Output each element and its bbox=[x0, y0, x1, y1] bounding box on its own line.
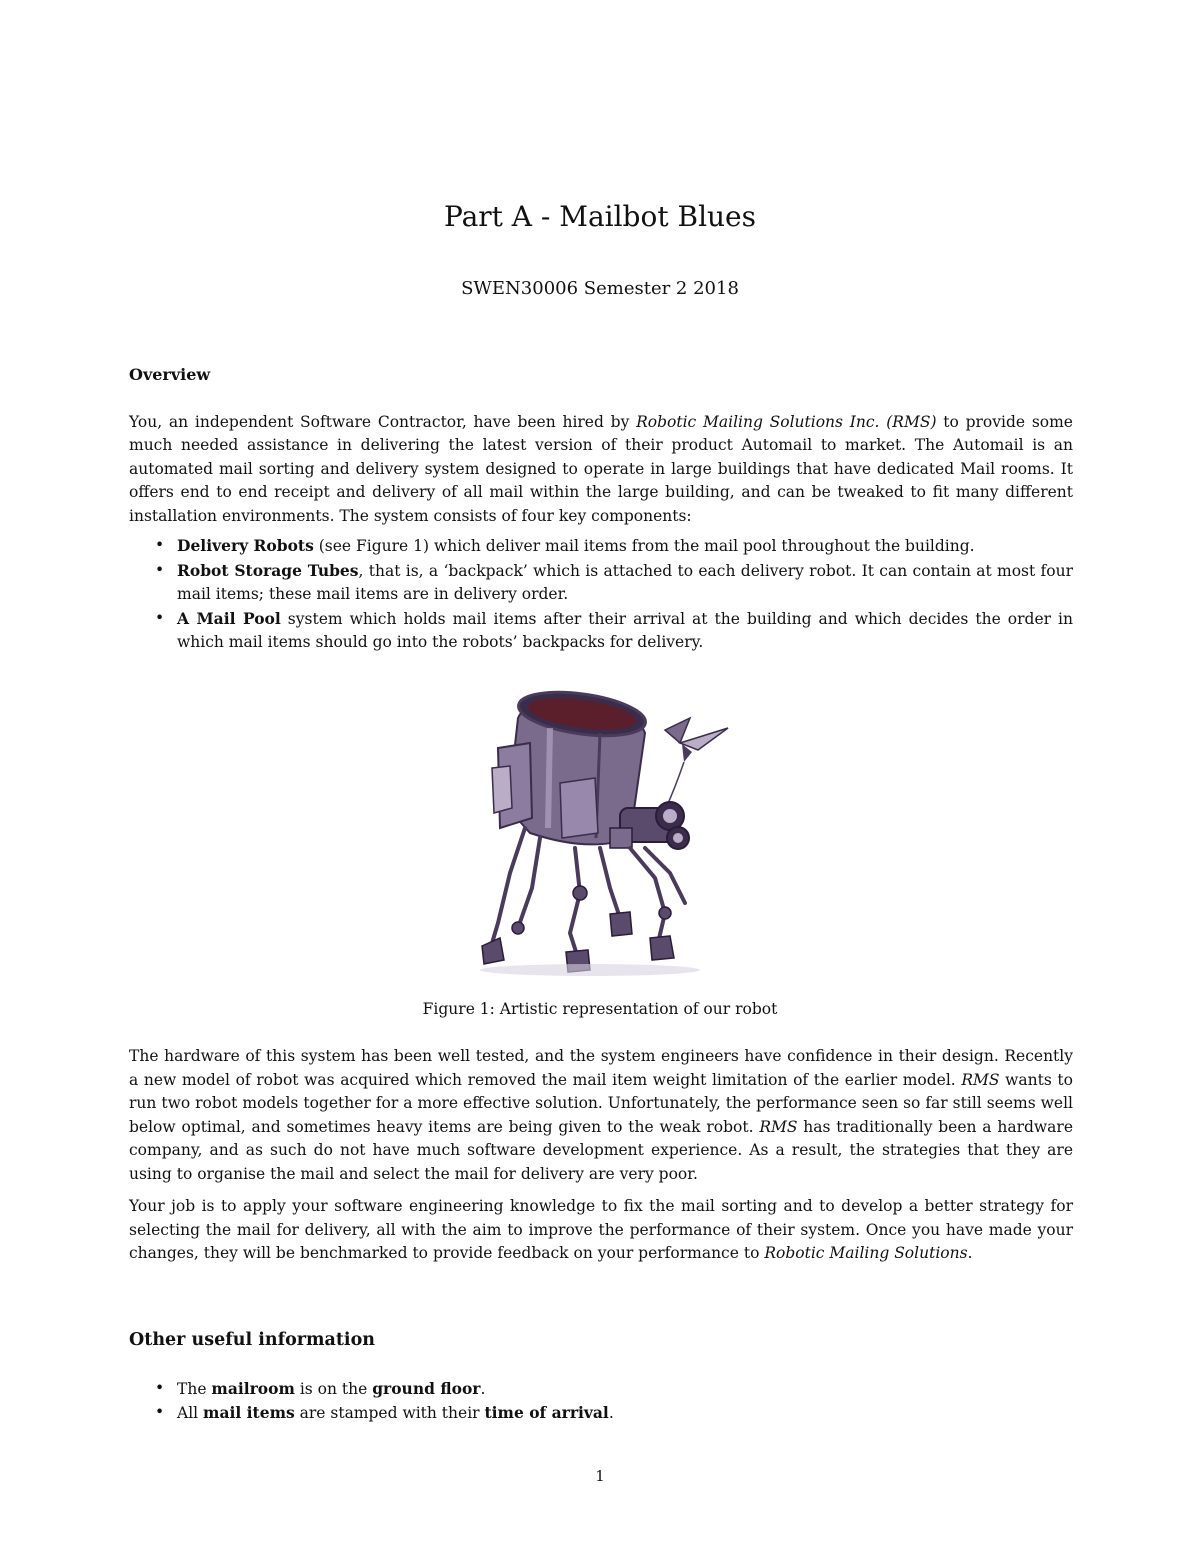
list-item-text: is on the bbox=[294, 1379, 373, 1398]
paragraph-end: . bbox=[967, 1244, 973, 1262]
list-item-text: . bbox=[608, 1404, 614, 1422]
list-item bbox=[129, 534, 1073, 559]
list-item bbox=[129, 559, 1073, 607]
robot-figure bbox=[470, 688, 740, 978]
figure-caption: Figure 1: Artistic representation of our robot bbox=[422, 1000, 778, 1018]
page-title: Part A - Mailbot Blues bbox=[443, 200, 756, 233]
hardware-paragraph bbox=[129, 1045, 1073, 1186]
overview-text-rest: to provide some much needed assistance in delivering the latest version of their product Automail to market. The Automail is an automated mail sorting and delivery system designed to operate in large buildings that have dedicated Mail rooms. It offers end to end receipt and delivery of all mail within the large building, and can be tweaked to fit many different installation environments. The system consists of four key components: bbox=[129, 412, 1073, 525]
components-list bbox=[129, 534, 1073, 655]
other-info-heading: Other useful information bbox=[129, 1330, 375, 1350]
list-item-text: are stamped with their bbox=[294, 1404, 485, 1422]
other-info-section bbox=[129, 1329, 1073, 1426]
list-item-text: The bbox=[177, 1379, 212, 1398]
list-item-text: All bbox=[177, 1404, 204, 1422]
page-number: 1 bbox=[595, 1467, 605, 1485]
list-item-term: Delivery Robots bbox=[177, 536, 314, 555]
overview-paragraph bbox=[129, 411, 1073, 529]
drone-bird-icon bbox=[665, 718, 728, 808]
paragraph-text: Your job is to apply your software engineering knowledge to fix the mail sorting and to develop a better strategy for selecting the mail for delivery, all with the aim to improve the performance of their system. Once you have made your changes, they will be benchmarked to provide feedback on your performance to bbox=[129, 1197, 1073, 1262]
company-name: Robotic Mailing Solutions Inc. (RMS) bbox=[636, 412, 937, 431]
list-item-text: (see Figure 1) which deliver mail items from the mail pool throughout the building. bbox=[313, 537, 975, 555]
list-item-term: Robot Storage Tubes bbox=[177, 560, 359, 580]
robot-feet bbox=[482, 886, 674, 972]
list-item-text: , that is, a ‘backpack’ which is attached to each delivery robot. It can contain at most four mail items; these mail items are in delivery order. bbox=[177, 561, 1073, 603]
bullet-icon: • bbox=[155, 560, 165, 579]
info-list bbox=[129, 1377, 1073, 1426]
page-subtitle: SWEN30006 Semester 2 2018 bbox=[461, 278, 739, 299]
paragraph-text: The hardware of this system has been well tested, and the system engineers have confidence in their design. Recently a new model of robot was acquired which removed the mail item weight limitation of the earlier model. bbox=[129, 1047, 1073, 1089]
bullet-icon: • bbox=[155, 536, 165, 554]
bullet-icon: • bbox=[155, 1403, 165, 1421]
list-item-term: time of arrival bbox=[484, 1403, 609, 1422]
list-item bbox=[129, 1377, 1073, 1402]
list-item-term: mailroom bbox=[211, 1378, 295, 1398]
list-item bbox=[129, 1401, 1073, 1426]
list-item-term: A Mail Pool bbox=[177, 608, 281, 628]
robot-illustration-icon bbox=[470, 688, 740, 978]
overview-heading: Overview bbox=[129, 365, 211, 384]
body-section bbox=[129, 1045, 1073, 1266]
paragraph-text: has traditionally been a hardware company, and as such do not have much software development experience. As a result, the strategies that they are using to organise the mail and select the mail for delivery are very poor. bbox=[129, 1117, 1073, 1183]
list-item bbox=[129, 607, 1073, 655]
rms-abbrev: RMS bbox=[961, 1070, 1000, 1089]
list-item-term: mail items bbox=[203, 1403, 295, 1422]
overview-text-start: You, an independent Software Contractor, have been hired by bbox=[129, 412, 637, 431]
bullet-icon: • bbox=[155, 1378, 165, 1397]
paragraph-text: wants to run two robot models together for a more effective solution. Unfortunately, the performance seen so far still seems well below optimal, and sometimes heavy items are being given to the weak robot. bbox=[129, 1070, 1073, 1136]
list-item-text: . bbox=[480, 1379, 486, 1398]
company-name: Robotic Mailing Solutions bbox=[764, 1244, 968, 1262]
overview-section bbox=[129, 363, 1073, 655]
list-item-text: system which holds mail items after their arrival at the building and which decides the order in which mail items should go into the robots’ backpacks for delivery. bbox=[177, 609, 1073, 651]
job-paragraph bbox=[129, 1195, 1073, 1266]
list-item-term: ground floor bbox=[372, 1378, 481, 1398]
rms-abbrev: RMS bbox=[759, 1117, 798, 1136]
bullet-icon: • bbox=[155, 608, 165, 627]
